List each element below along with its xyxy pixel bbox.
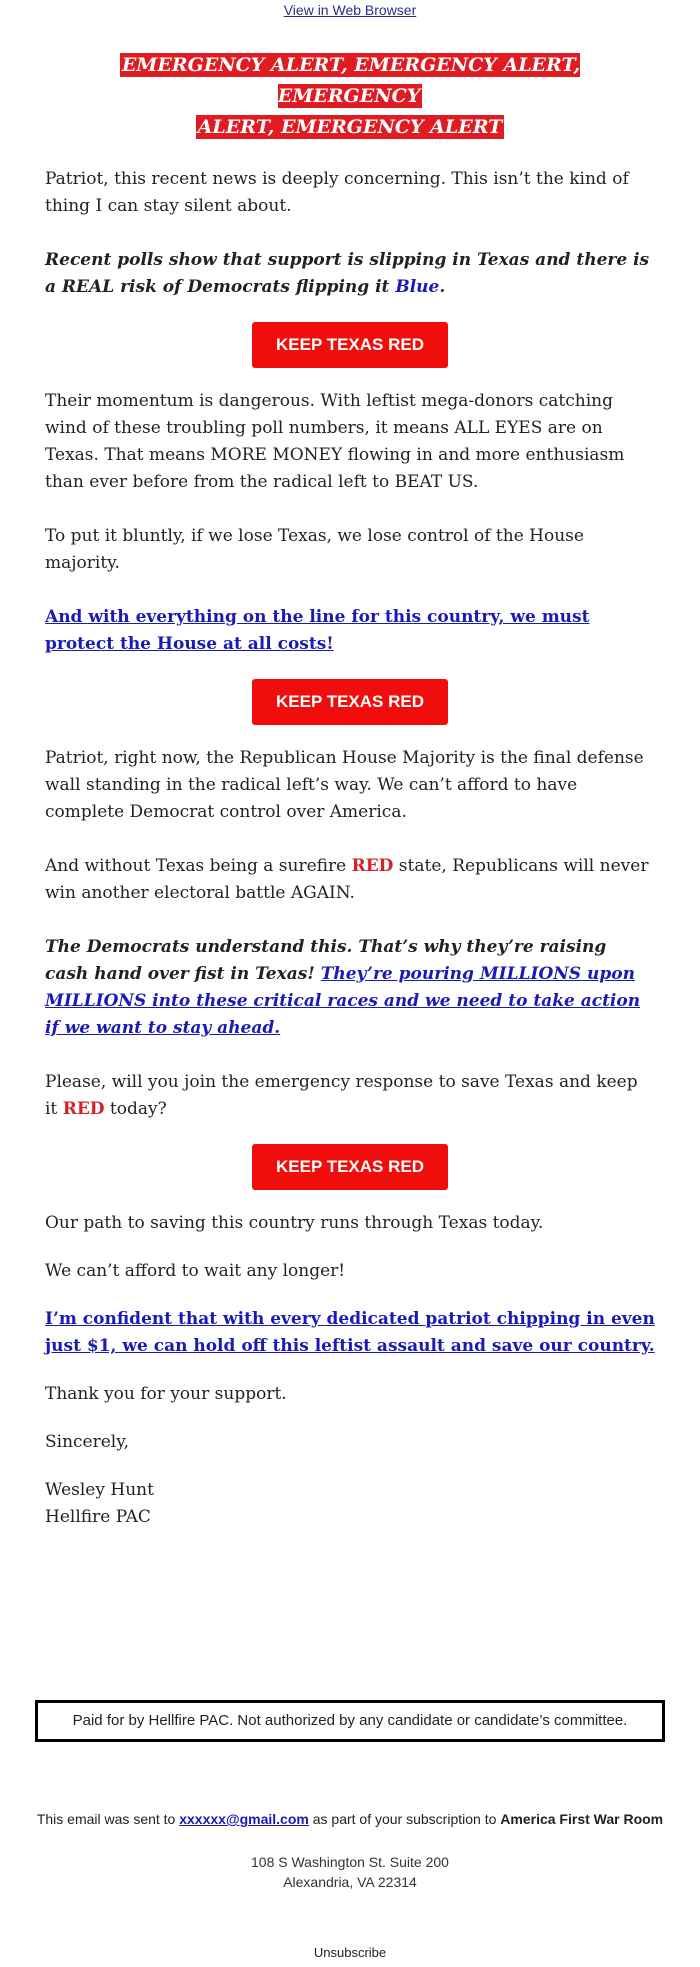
cta-wrap-2: [45, 679, 655, 725]
address-line-2: Alexandria, VA 22314: [283, 1874, 417, 1890]
polls-text: Recent polls show that support is slipping in Texas and there is a REAL risk of Democrats flipping it: [45, 250, 650, 297]
confident-paragraph: [45, 1306, 655, 1360]
cta-wrap-1: [45, 322, 655, 368]
join-red-word: RED: [62, 1099, 105, 1119]
address-line-1: 108 S Washington St. Suite 200: [251, 1854, 449, 1870]
sent-text-pre: This email was sent to: [36, 1811, 180, 1827]
democrats-paragraph: [45, 934, 655, 1042]
keep-texas-red-button-2[interactable]: KEEP TEXAS RED: [252, 679, 448, 725]
alert-line-1: EMERGENCY ALERT, EMERGENCY ALERT, EMERGENCY: [121, 54, 581, 107]
surefire-text-pre: And without Texas being a surefire: [45, 856, 352, 876]
view-in-browser-link[interactable]: View in Web Browser: [283, 2, 417, 18]
confident-link[interactable]: I’m confident that with every dedicated patriot chipping in even just $1, we can hold off this leftist assault and save our country.: [45, 1309, 655, 1356]
thanks-paragraph: Thank you for your support.: [45, 1384, 287, 1404]
join-paragraph: [45, 1069, 655, 1123]
path-paragraph: Our path to saving this country runs through Texas today.: [45, 1213, 544, 1233]
mailing-address: [0, 1852, 700, 1892]
polls-blue-word: Blue: [395, 277, 440, 297]
keep-texas-red-button-1[interactable]: KEEP TEXAS RED: [252, 322, 448, 368]
subscription-notice: [0, 1811, 700, 1827]
protect-paragraph: [45, 604, 655, 658]
alert-line-2: ALERT, EMERGENCY ALERT: [197, 116, 503, 138]
recipient-email-link[interactable]: xxxxxx@gmail.com: [179, 1811, 309, 1827]
paid-for-disclaimer-box: [35, 1700, 665, 1742]
surefire-text-post: state, Republicans will never win another electoral battle AGAIN.: [45, 856, 649, 903]
democrats-understand-text: The Democrats understand this. That’s why they’re raising cash hand over fist in Texas!: [45, 937, 607, 984]
intro-paragraph: Patriot, this recent news is deeply concerning. This isn’t the kind of thing I can stay silent about.: [45, 169, 629, 216]
polls-paragraph: [45, 247, 655, 301]
surefire-red-word: RED: [351, 856, 394, 876]
polls-end: .: [439, 277, 446, 297]
unsubscribe-link[interactable]: Unsubscribe: [313, 1945, 387, 1960]
wait-paragraph: We can’t afford to wait any longer!: [45, 1261, 346, 1281]
unsubscribe-wrap: [0, 1945, 700, 1960]
surefire-paragraph: [45, 853, 655, 907]
signature: [45, 1477, 655, 1531]
keep-texas-red-button-3[interactable]: KEEP TEXAS RED: [252, 1144, 448, 1190]
millions-link[interactable]: They’re pouring MILLIONS upon MILLIONS into these critical races and we need to take action if we want to stay ahead.: [45, 964, 641, 1038]
sent-text-mid: as part of your subscription to: [308, 1811, 501, 1827]
web-browser-bar: [0, 0, 700, 22]
list-name: America First War Room: [500, 1811, 664, 1827]
join-text-post: today?: [104, 1099, 167, 1119]
cta-wrap-3: [45, 1144, 655, 1190]
signer-name: Wesley Hunt: [45, 1480, 154, 1500]
email-content: [0, 50, 700, 1531]
defense-wall-paragraph: Patriot, right now, the Republican House Majority is the final defense wall standing in the radical left’s way. We can’t afford to have complete Democrat control over America.: [45, 748, 644, 822]
momentum-paragraph: Their momentum is dangerous. With leftist mega-donors catching wind of these troubling poll numbers, it means ALL EYES are on Texas. That means MORE MONEY flowing in and more enthusiasm than ever before from the radical left to BEAT US.: [45, 391, 625, 492]
join-text-pre: Please, will you join the emergency response to save Texas and keep it: [45, 1072, 638, 1119]
emergency-alert-heading: [45, 50, 655, 143]
protect-house-link[interactable]: And with everything on the line for this country, we must protect the House at all costs!: [45, 607, 590, 654]
paid-for-disclaimer: Paid for by Hellfire PAC. Not authorized by any candidate or candidate’s committee.: [72, 1712, 628, 1729]
bluntly-paragraph: To put it bluntly, if we lose Texas, we lose control of the House majority.: [45, 526, 584, 573]
sincerely-paragraph: Sincerely,: [45, 1432, 129, 1452]
signer-org: Hellfire PAC: [45, 1507, 151, 1527]
